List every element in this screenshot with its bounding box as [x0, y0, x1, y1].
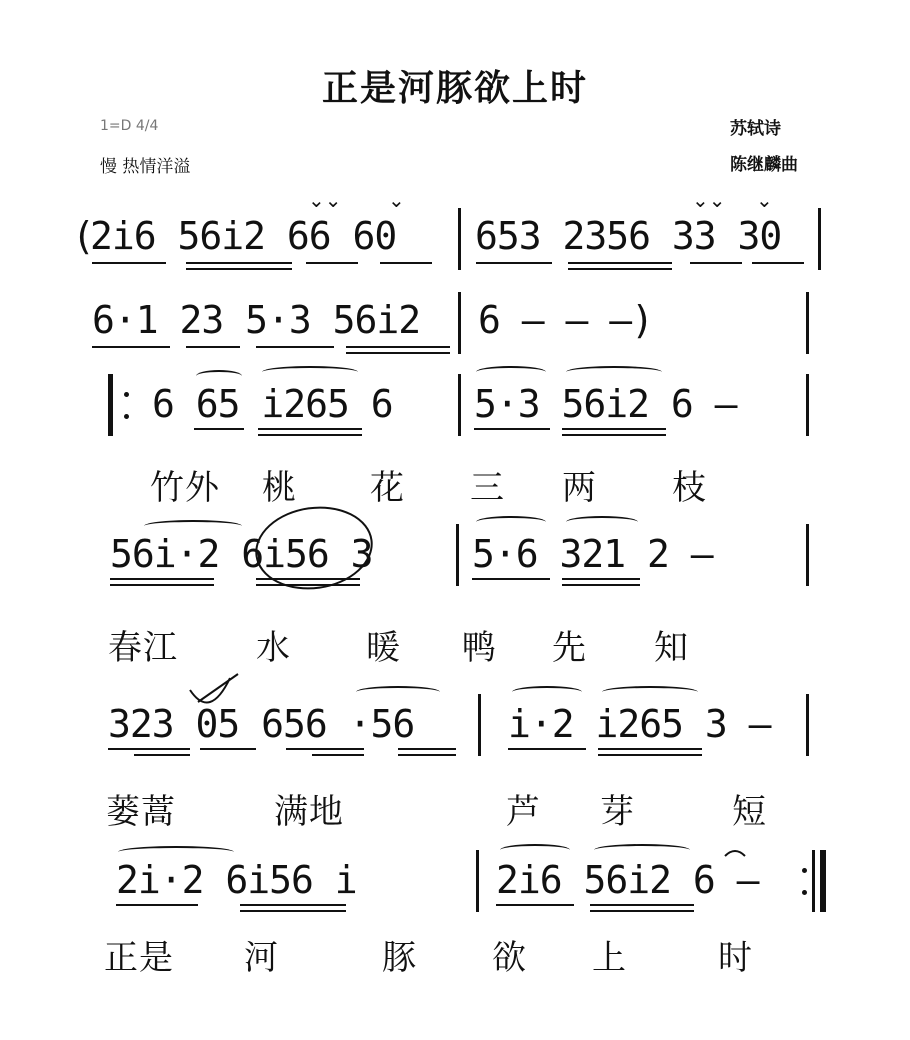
- measure-notes: 6·1 23 5·3 56i2: [92, 298, 421, 342]
- composer-credit: 陈继麟曲: [730, 155, 798, 175]
- lyric: 正是: [104, 938, 174, 978]
- lyric: 满地: [274, 792, 344, 832]
- accent-mark: ⌄: [388, 188, 405, 212]
- lyric: 欲: [492, 938, 527, 978]
- lyric: 豚: [382, 938, 417, 978]
- lyric: 春江: [108, 628, 178, 668]
- accent-mark: ⌄: [756, 188, 773, 212]
- accent-mark: ⌄⌄: [308, 188, 342, 212]
- measure-notes: 5·6 321 2 –: [472, 532, 713, 576]
- lyric: 河: [244, 938, 279, 978]
- lyric: 桃: [262, 468, 297, 508]
- lyric: 芦: [506, 792, 541, 832]
- measure-notes: 2i6 56i2 6 –: [496, 858, 759, 902]
- lyric: 竹外: [150, 468, 220, 508]
- fermata-mark: [725, 851, 745, 856]
- accent-mark: ⌄⌄: [692, 188, 726, 212]
- lyric: 枝: [672, 468, 707, 508]
- key-signature: 1=D 4/4: [100, 118, 159, 134]
- hand-circle-mark: [251, 500, 377, 595]
- lyric: 先: [552, 628, 587, 668]
- lyric: 上: [592, 938, 627, 978]
- lyric: 花: [370, 468, 405, 508]
- lyric: 暖: [366, 628, 401, 668]
- measure-notes: 56i·2 6i56 3: [110, 532, 373, 576]
- lyric: 鸭: [462, 628, 497, 668]
- lyricist-credit: 苏轼诗: [730, 119, 781, 139]
- tempo-marking: 慢 热情洋溢: [100, 157, 191, 177]
- measure-notes: 5·3 56i2 6 –: [474, 382, 737, 426]
- lyric: 短: [732, 792, 767, 832]
- measure-notes: i·2 i265 3 –: [508, 702, 771, 746]
- lyric: 时: [718, 938, 753, 978]
- measure-notes: 323 05 656 ·56: [108, 702, 415, 746]
- measure-notes: 6 65 i265 6: [152, 382, 393, 426]
- measure-notes: 653 2356 33 30: [475, 214, 782, 258]
- paren-open: (: [72, 214, 94, 258]
- measure-notes: 2i6 56i2 66 60: [90, 214, 397, 258]
- lyric: 水: [256, 628, 291, 668]
- measure-notes: 6 – – –): [478, 298, 654, 342]
- page-title: 正是河豚欲上时: [321, 68, 588, 109]
- measure-notes: 2i·2 6i56 i: [116, 858, 357, 902]
- lyric: 两: [562, 468, 597, 508]
- hand-check-mark: [190, 678, 230, 703]
- lyric: 蒌蒿: [106, 792, 176, 832]
- lyric: 三: [470, 468, 505, 508]
- lyric: 芽: [600, 792, 635, 832]
- lyric: 知: [654, 628, 689, 668]
